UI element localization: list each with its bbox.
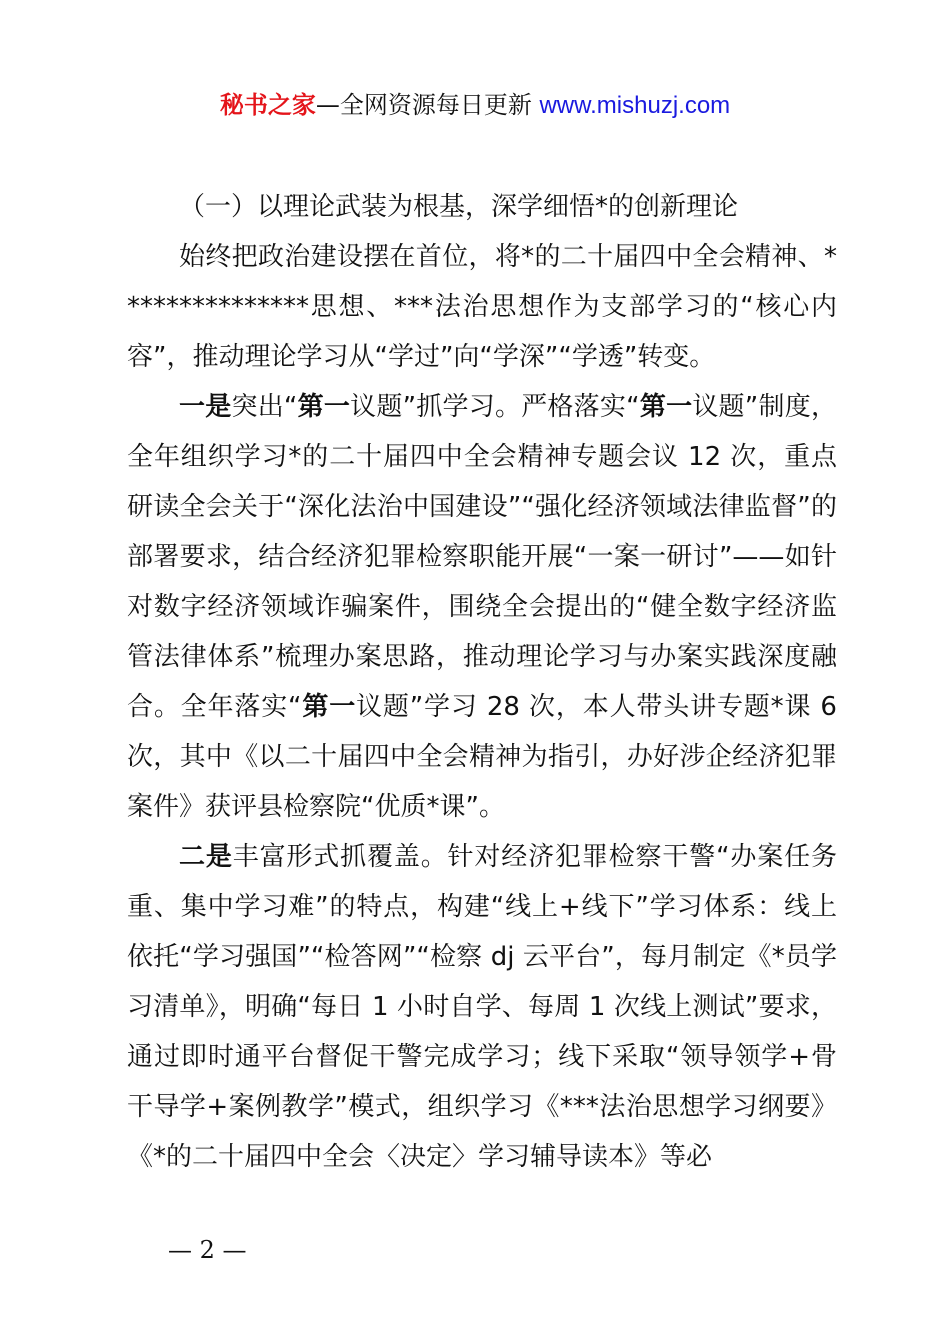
site-header	[0, 88, 950, 123]
site-url-link[interactable]: www.mishuzj.com	[539, 92, 731, 119]
document-body	[127, 182, 837, 1182]
brand-name: 秘书之家	[219, 91, 316, 119]
paragraph-first-point: 一是突出“第一议题”抓学习。严格落实“第一议题”制度，全年组织学习*的二十届四中全会精神专题会议 12 次，重点研读全会关于“深化法治中国建设”“强化经济领域法律监督”的部署要求，结合经济犯罪检察职能开展“一案一研讨”——如针对数字经济领域诈骗案件，围绕全会提出的“健全数字经济监管法律体系”梳理办案思路，推动理论学习与办案实践深度融合。全年落实“第一议题”学习 28 次，本人带头讲专题*课 6 次，其中《以二十届四中全会精神为指引，办好涉企经济犯罪案件》获评县检察院“优质*课”。	[127, 392, 837, 822]
paragraph-second-point: 二是丰富形式抓覆盖。针对经济犯罪检察干警“办案任务重、集中学习难”的特点，构建“线上+线下”学习体系：线上依托“学习强国”“检答网”“检察 dj 云平台”，每月制定《*员学习清单》，明确“每日 1 小时自学、每周 1 次线上测试”要求，通过即时通平台督促干警完成学习；线下采取“领导领学+骨干导学+案例教学”模式，组织学习《***法治思想学习纲要》《*的二十届四中全会〈决定〉学习辅导读本》等必	[127, 842, 837, 1172]
section-heading: （一）以理论武装为根基，深学细悟*的创新理论	[179, 192, 739, 222]
header-tagline: —全网资源每日更新	[315, 91, 532, 119]
page-number: — 2 —	[168, 1236, 247, 1264]
point-lead: 一是	[179, 392, 232, 422]
paragraph-intro: 始终把政治建设摆在首位，将*的二十届四中全会精神、***************思想、***法治思想作为支部学习的“核心内容”，推动理论学习从“学过”向“学深”“学透”转变。	[127, 242, 837, 372]
point-lead: 二是	[179, 842, 233, 872]
